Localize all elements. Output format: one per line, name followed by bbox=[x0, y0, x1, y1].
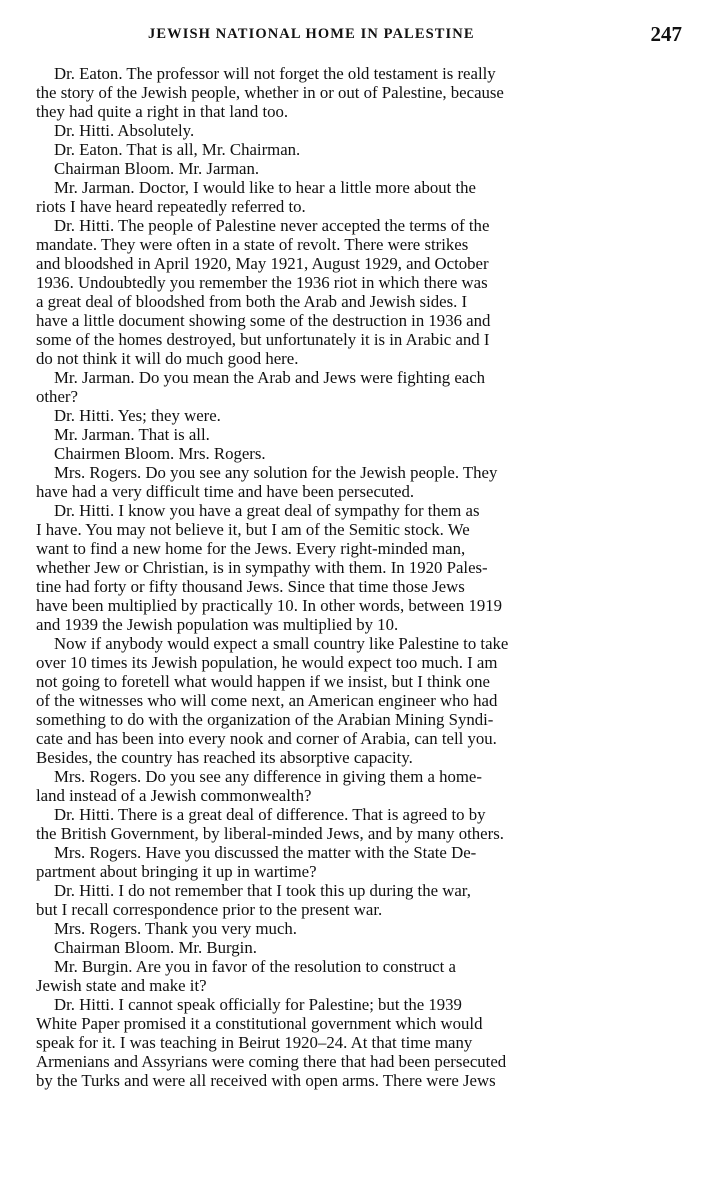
text-line: but I recall correspondence prior to the present war. bbox=[36, 900, 383, 919]
transcript-paragraph bbox=[36, 805, 682, 843]
text-line: of the witnesses who will come next, an American engineer who had bbox=[36, 691, 498, 710]
transcript-paragraph bbox=[36, 121, 682, 140]
text-line: White Paper promised it a constitutional government which would bbox=[36, 1014, 483, 1033]
transcript-paragraph bbox=[36, 425, 682, 444]
text-line: something to do with the organization of the Arabian Mining Syndi- bbox=[36, 710, 494, 729]
transcript-paragraph bbox=[36, 159, 682, 178]
text-line: whether Jew or Christian, is in sympathy with them. In 1920 Pales- bbox=[36, 558, 488, 577]
transcript-paragraph bbox=[36, 216, 682, 368]
text-line: Mr. Jarman. That is all. bbox=[54, 425, 210, 444]
transcript-paragraph bbox=[36, 501, 682, 634]
text-line: Dr. Eaton. That is all, Mr. Chairman. bbox=[54, 140, 301, 159]
text-line: have had a very difficult time and have been persecuted. bbox=[36, 482, 415, 501]
text-line: some of the homes destroyed, but unfortunately it is in Arabic and I bbox=[36, 330, 490, 349]
transcript-paragraph bbox=[36, 767, 682, 805]
page-number: 247 bbox=[650, 22, 682, 46]
text-line: I have. You may not believe it, but I am of the Semitic stock. We bbox=[36, 520, 470, 539]
text-line: Dr. Hitti. I do not remember that I took this up during the war, bbox=[54, 881, 471, 900]
text-line: Now if anybody would expect a small country like Palestine to take bbox=[54, 634, 509, 653]
text-line: 1936. Undoubtedly you remember the 1936 riot in which there was bbox=[36, 273, 488, 292]
text-line: Besides, the country has reached its absorptive capacity. bbox=[36, 748, 413, 767]
text-line: Dr. Hitti. The people of Palestine never accepted the terms of the bbox=[54, 216, 490, 235]
text-line: Mrs. Rogers. Do you see any solution for the Jewish people. They bbox=[54, 463, 498, 482]
text-line: Dr. Hitti. I cannot speak officially for Palestine; but the 1939 bbox=[54, 995, 462, 1014]
text-line: mandate. They were often in a state of revolt. There were strikes bbox=[36, 235, 469, 254]
text-line: tine had forty or fifty thousand Jews. Since that time those Jews bbox=[36, 577, 465, 596]
text-line: other? bbox=[36, 387, 78, 406]
text-line: Chairmen Bloom. Mrs. Rogers. bbox=[54, 444, 266, 463]
text-line: Jewish state and make it? bbox=[36, 976, 207, 995]
page-header bbox=[36, 22, 682, 50]
text-line: not going to foretell what would happen if we insist, but I think one bbox=[36, 672, 490, 691]
transcript-paragraph bbox=[36, 919, 682, 938]
text-line: have been multiplied by practically 10. In other words, between 1919 bbox=[36, 596, 503, 615]
text-line: a great deal of bloodshed from both the Arab and Jewish sides. I bbox=[36, 292, 468, 311]
text-line: land instead of a Jewish commonwealth? bbox=[36, 786, 312, 805]
text-line: by the Turks and were all received with open arms. There were Jews bbox=[36, 1071, 496, 1090]
text-line: Dr. Hitti. I know you have a great deal of sympathy for them as bbox=[54, 501, 480, 520]
text-line: and bloodshed in April 1920, May 1921, August 1929, and October bbox=[36, 254, 489, 273]
text-line: riots I have heard repeatedly referred to. bbox=[36, 197, 306, 216]
text-line: Dr. Eaton. The professor will not forget the old testament is really bbox=[54, 64, 496, 83]
text-line: Mrs. Rogers. Have you discussed the matter with the State De- bbox=[54, 843, 477, 862]
text-line: over 10 times its Jewish population, he would expect too much. I am bbox=[36, 653, 498, 672]
text-line: Dr. Hitti. There is a great deal of difference. That is agreed to by bbox=[54, 805, 486, 824]
text-line: Dr. Hitti. Yes; they were. bbox=[54, 406, 221, 425]
text-line: speak for it. I was teaching in Beirut 1920–24. At that time many bbox=[36, 1033, 473, 1052]
text-line: they had quite a right in that land too. bbox=[36, 102, 289, 121]
running-title: JEWISH NATIONAL HOME IN PALESTINE bbox=[148, 26, 475, 42]
transcript-paragraph bbox=[36, 406, 682, 425]
transcript-paragraph bbox=[36, 140, 682, 159]
text-line: Armenians and Assyrians were coming there that had been persecuted bbox=[36, 1052, 507, 1071]
text-line: the British Government, by liberal-minded Jews, and by many others. bbox=[36, 824, 504, 843]
text-line: the story of the Jewish people, whether in or out of Palestine, because bbox=[36, 83, 504, 102]
transcript-body bbox=[36, 64, 682, 1090]
text-line: Mr. Burgin. Are you in favor of the resolution to construct a bbox=[54, 957, 456, 976]
transcript-paragraph bbox=[36, 634, 682, 767]
transcript-paragraph bbox=[36, 64, 682, 121]
text-line: partment about bringing it up in wartime? bbox=[36, 862, 317, 881]
text-line: do not think it will do much good here. bbox=[36, 349, 299, 368]
text-line: Chairman Bloom. Mr. Jarman. bbox=[54, 159, 260, 178]
text-line: Chairman Bloom. Mr. Burgin. bbox=[54, 938, 257, 957]
transcript-paragraph bbox=[36, 368, 682, 406]
transcript-paragraph bbox=[36, 995, 682, 1090]
transcript-paragraph bbox=[36, 463, 682, 501]
transcript-paragraph bbox=[36, 444, 682, 463]
text-line: want to find a new home for the Jews. Every right-minded man, bbox=[36, 539, 466, 558]
text-line: Dr. Hitti. Absolutely. bbox=[54, 121, 195, 140]
text-line: cate and has been into every nook and corner of Arabia, can tell you. bbox=[36, 729, 497, 748]
transcript-paragraph bbox=[36, 938, 682, 957]
transcript-paragraph bbox=[36, 178, 682, 216]
text-line: Mr. Jarman. Do you mean the Arab and Jews were fighting each bbox=[54, 368, 486, 387]
text-line: Mrs. Rogers. Thank you very much. bbox=[54, 919, 297, 938]
text-line: have a little document showing some of the destruction in 1936 and bbox=[36, 311, 491, 330]
text-line: Mr. Jarman. Doctor, I would like to hear a little more about the bbox=[54, 178, 477, 197]
transcript-paragraph bbox=[36, 957, 682, 995]
transcript-paragraph bbox=[36, 843, 682, 881]
transcript-paragraph bbox=[36, 881, 682, 919]
text-line: and 1939 the Jewish population was multiplied by 10. bbox=[36, 615, 399, 634]
text-line: Mrs. Rogers. Do you see any difference in giving them a home- bbox=[54, 767, 482, 786]
